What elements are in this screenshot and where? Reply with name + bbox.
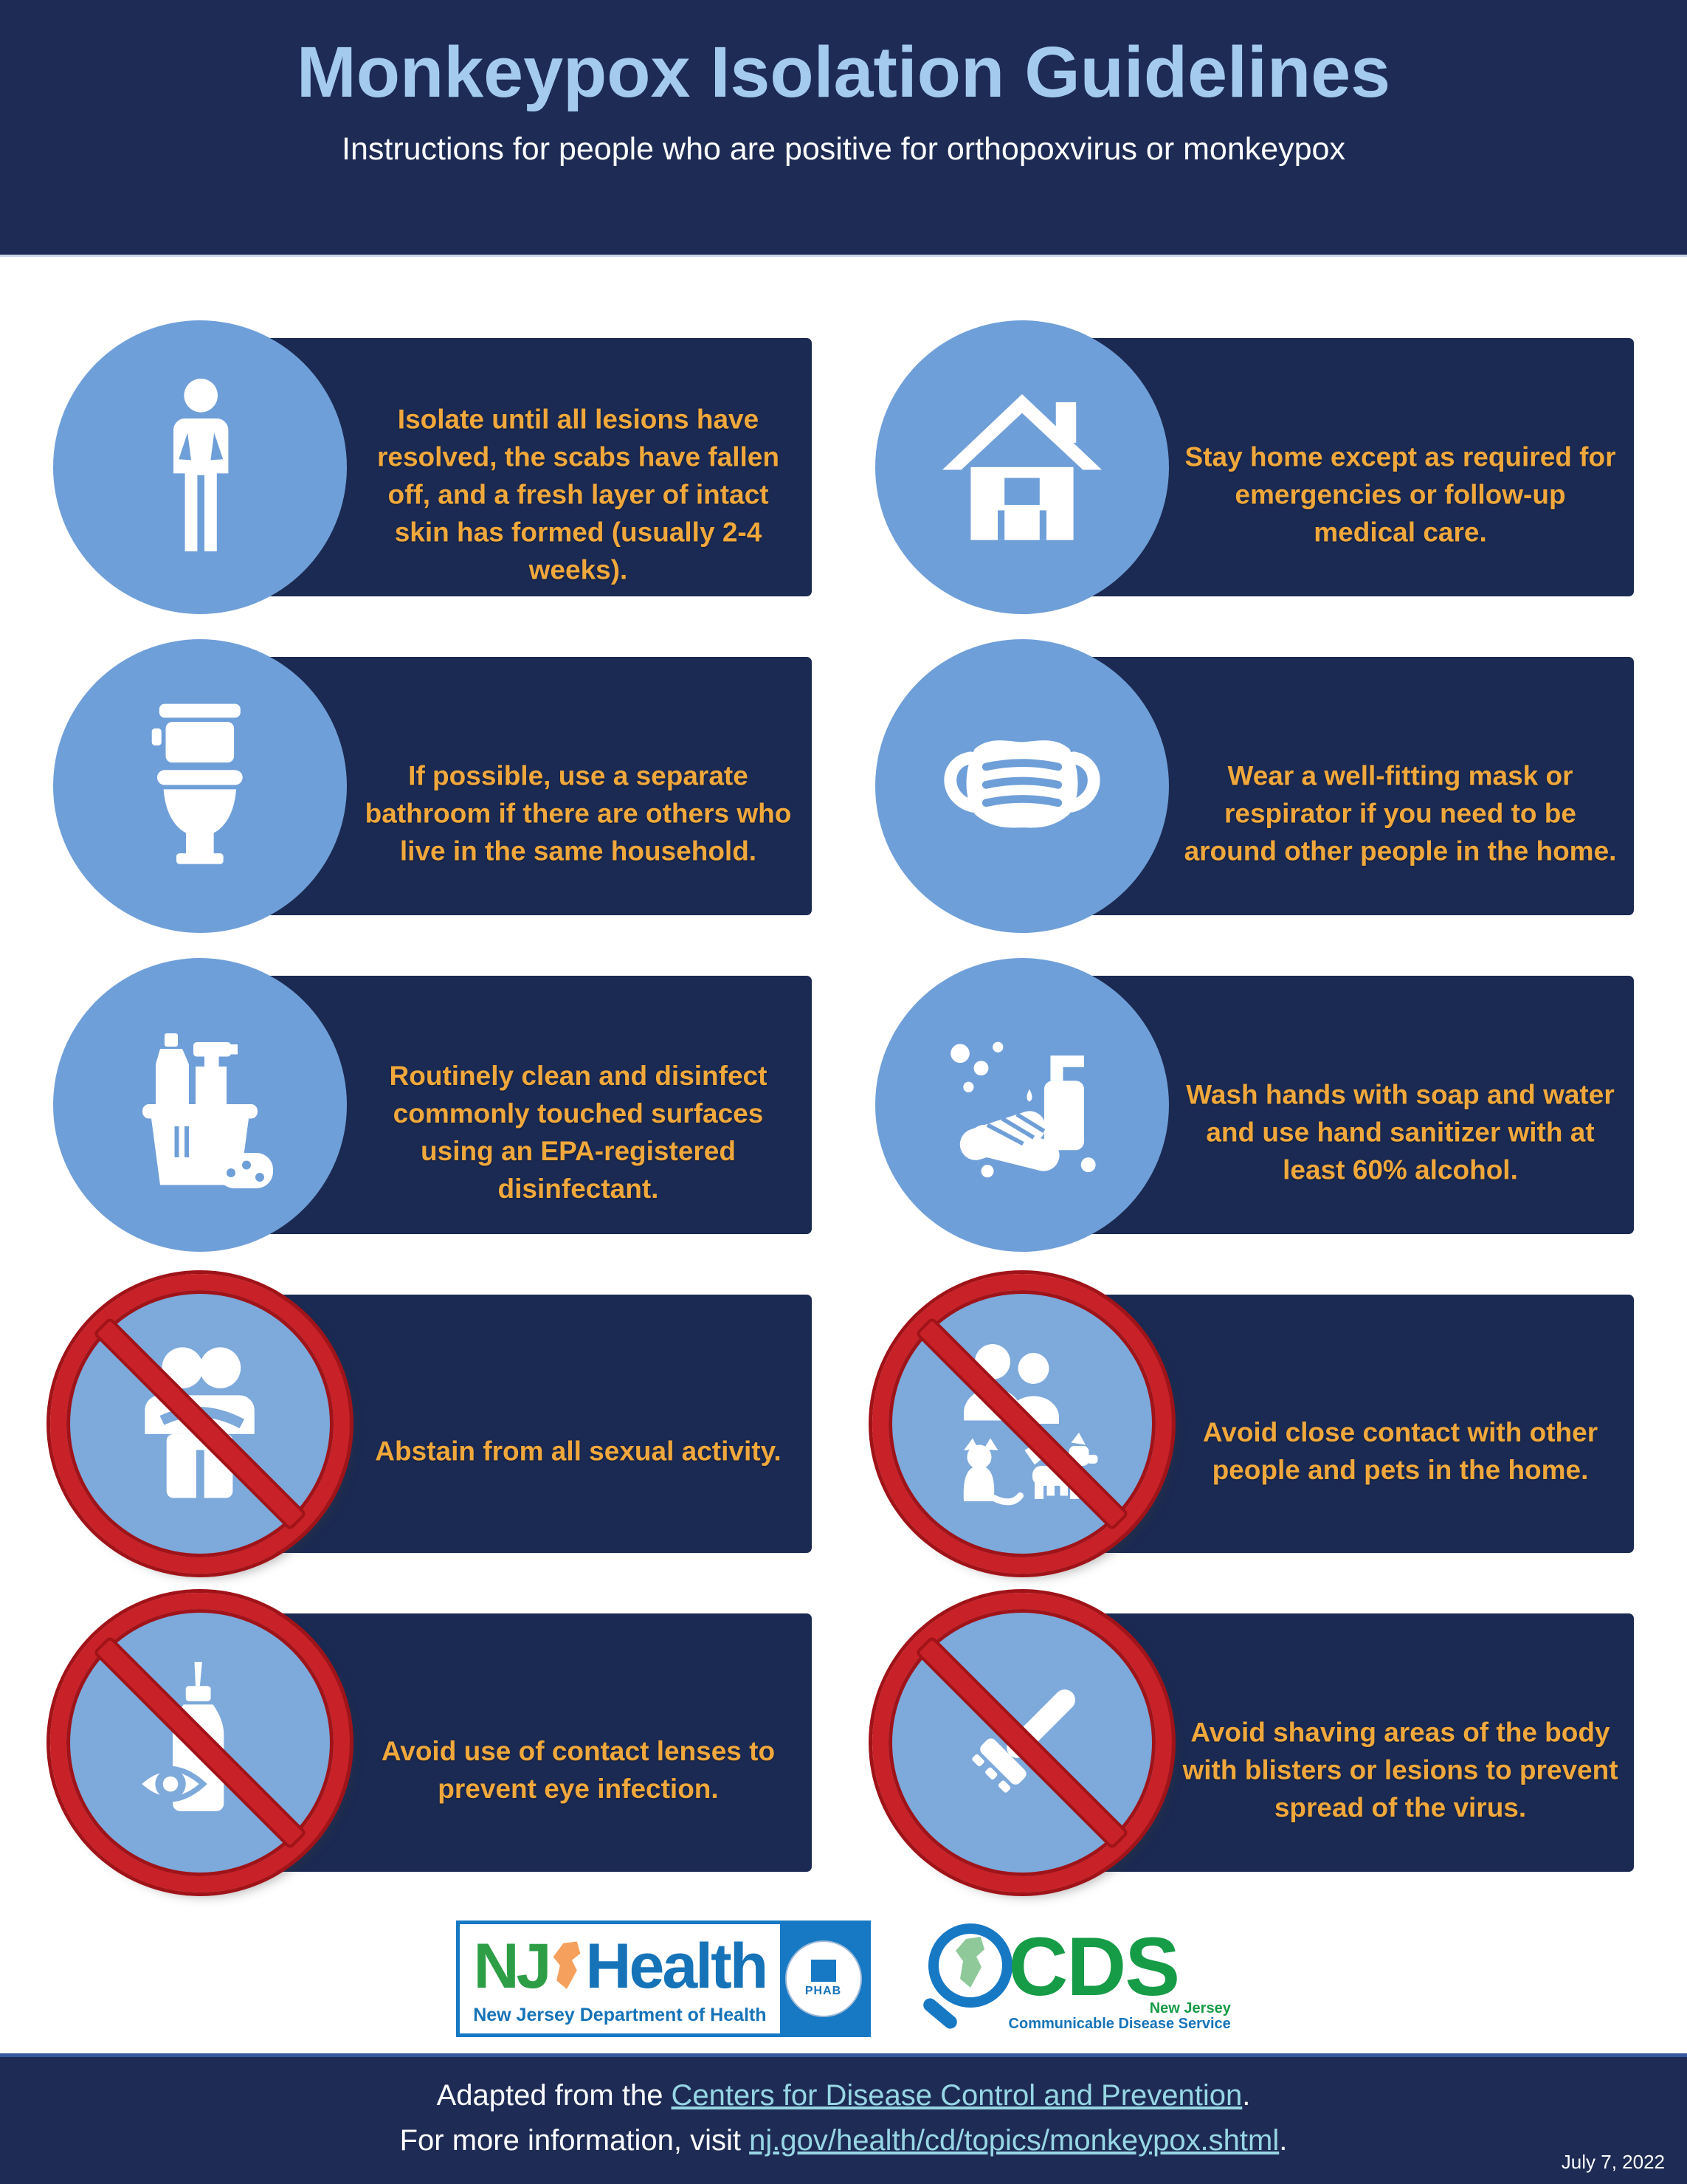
prohibition-circle-icon <box>872 1593 1172 1892</box>
njhealth-subtitle: New Jersey Department of Health <box>473 2005 767 2025</box>
guideline-text: Avoid use of contact lenses to prevent eye infection. <box>381 1735 776 1804</box>
tile-wear-mask <box>875 639 1634 933</box>
phab-seal-text: PHAB <box>804 1985 842 1997</box>
tile-icon-circle <box>53 1277 347 1571</box>
cds-logo <box>911 1923 1231 2034</box>
face-mask-icon <box>932 724 1112 848</box>
tile-icon-circle <box>875 639 1169 933</box>
tile-no-close-contact <box>875 1277 1634 1571</box>
nj-state-icon <box>550 1933 584 2001</box>
guideline-text: Routinely clean and disinfect commonly touched surfaces using an EPA-registered disinfectant. <box>389 1060 767 1205</box>
footer-line1-prefix: Adapted from the <box>436 2079 672 2112</box>
prohibition-circle-icon <box>872 1274 1172 1574</box>
tile-isolate <box>53 320 812 614</box>
tile-icon-circle <box>875 958 1169 1252</box>
tile-no-contact-lenses <box>53 1596 812 1890</box>
logos-row <box>0 1916 1687 2042</box>
magnifier-icon <box>911 1920 1022 2038</box>
prohibition-bar-icon <box>97 1320 303 1526</box>
cds-acronym-text: CDS <box>1008 1921 1179 2013</box>
prohibition-circle-icon <box>50 1593 350 1892</box>
cds-service-text: Communicable Disease Service <box>1008 2016 1231 2032</box>
tile-wash-hands <box>875 958 1634 1252</box>
cleaning-supplies-icon <box>111 1011 289 1199</box>
tile-icon-circle <box>53 958 347 1252</box>
footer-line2-suffix: . <box>1279 2124 1288 2157</box>
tile-stay-home <box>875 320 1634 614</box>
guideline-text: If possible, use a separate bathroom if there are others who live in the same household. <box>365 760 792 867</box>
monkeypox-info-link[interactable]: nj.gov/health/cd/topics/monkeypox.shtml <box>749 2124 1280 2157</box>
footer-line-1 <box>0 2057 1687 2112</box>
tile-no-shaving <box>875 1596 1634 1890</box>
cds-newjersey-text: New Jersey <box>1149 2000 1231 2016</box>
prohibition-bar-icon <box>919 1639 1125 1845</box>
footer-line2-prefix: For more information, visit <box>399 2124 750 2157</box>
njhealth-health-text: Health <box>585 1931 767 2002</box>
tile-separate-bathroom <box>53 639 812 933</box>
header <box>0 0 1687 257</box>
tile-icon-circle <box>875 1277 1169 1571</box>
tile-no-sexual-activity <box>53 1277 812 1571</box>
tile-icon-circle <box>875 1596 1169 1890</box>
njhealth-logo <box>456 1921 870 2037</box>
publication-date: July 7, 2022 <box>1561 2151 1665 2173</box>
tile-icon-circle <box>53 639 347 933</box>
handwashing-icon <box>933 1016 1111 1194</box>
footer-bar <box>0 2053 1687 2184</box>
prohibition-circle-icon <box>50 1274 350 1574</box>
njhealth-logo-text <box>460 1924 779 2033</box>
prohibition-bar-icon <box>919 1320 1125 1526</box>
footer-line1-suffix: . <box>1242 2079 1251 2112</box>
cds-logo-text <box>1008 1921 1231 2032</box>
person-icon <box>151 374 249 560</box>
guidelines-grid <box>53 320 1634 1890</box>
page-title: Monkeypox Isolation Guidelines <box>296 32 1391 112</box>
footer-line-2 <box>0 2112 1687 2157</box>
tile-icon-circle <box>53 320 347 614</box>
cdc-link[interactable]: Centers for Disease Control and Prevention <box>671 2079 1243 2112</box>
page-subtitle: Instructions for people who are positive for orthopoxvirus or monkeypox <box>342 131 1345 167</box>
guideline-text: Wash hands with soap and water and use hand sanitizer with at least 60% alcohol. <box>1186 1079 1615 1185</box>
tile-icon-circle <box>875 320 1169 614</box>
guideline-text: Isolate until all lesions have resolved, the scabs have fallen off, and a fresh layer of intact skin has formed (usually 2-4 weeks). <box>377 404 779 585</box>
tile-clean-disinfect <box>53 958 812 1252</box>
guideline-text: Avoid shaving areas of the body with blisters or lesions to prevent spread of the virus. <box>1182 1717 1618 1823</box>
guideline-text: Avoid close contact with other people and pets in the home. <box>1202 1416 1598 1485</box>
toilet-icon <box>136 695 264 877</box>
phab-seal-icon <box>780 1924 867 2033</box>
tile-icon-circle <box>53 1596 347 1890</box>
prohibition-bar-icon <box>97 1639 303 1845</box>
guideline-text: Wear a well-fitting mask or respirator if you need to be around other people in the home. <box>1184 760 1617 867</box>
guideline-text: Stay home except as required for emergencies or follow-up medical care. <box>1184 441 1616 548</box>
njhealth-nj-text: NJ <box>473 1931 549 2002</box>
house-icon <box>934 386 1110 548</box>
guideline-text: Abstain from all sexual activity. <box>375 1436 782 1467</box>
